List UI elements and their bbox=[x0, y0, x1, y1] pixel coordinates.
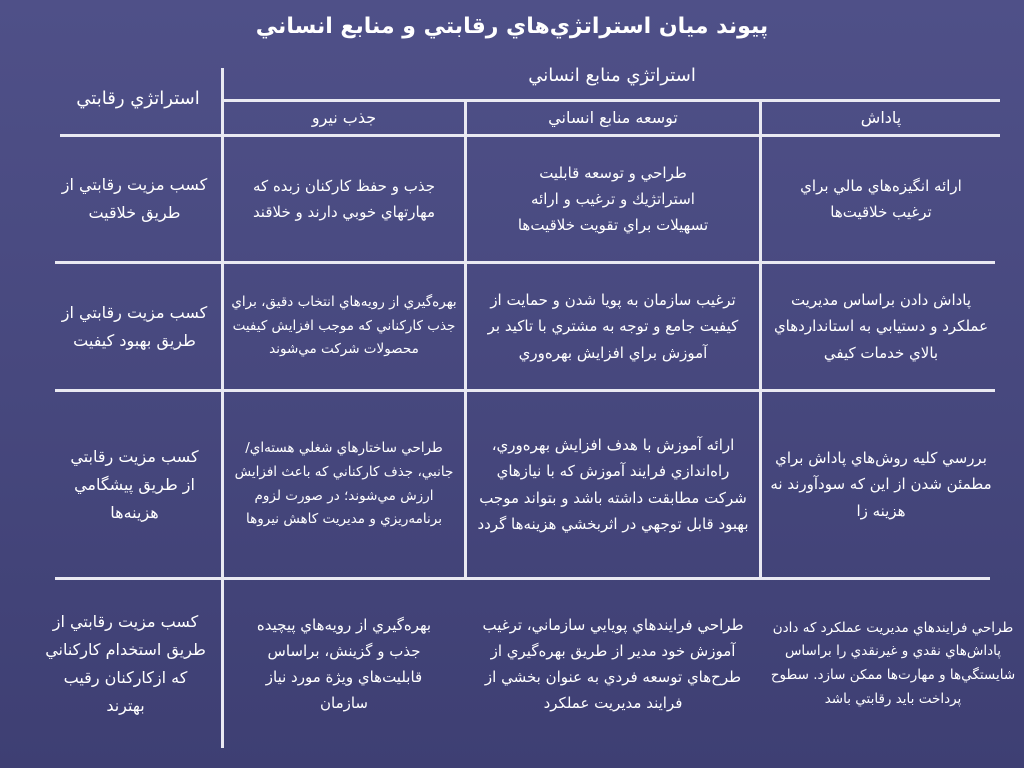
header-competitive-strategy: استراتژي رقابتي bbox=[76, 88, 200, 110]
row-3-development-cell: ارائه آموزش با هدف افزايش بهره‌وري، راه‌اندازي فرايند آموزش كه با نيازهاي شركت مطابقت داشته باشد و بتواند موجب بهبود قابل توجهي در اثربخشي هزينه‌ها گردد bbox=[477, 436, 749, 533]
row-1-development-cell: طراحي و توسعه قابليت استراتژيك و ترغيب و ارائه تسهيلات براي تقويت خلاقيت‌ها bbox=[517, 163, 709, 235]
row-1-strategy-cell: كسب مزيت رقابتي از طريق خلاقيت bbox=[61, 175, 208, 222]
row-3-recruitment-cell: طراحي ساختارهاي شغلي هسته‌اي/ جانبي، جذف كاركناني كه باعث افزايش ارزش مي‌شوند؛ در صورت لزوم برنامه‌ريزي و مديريت كاهش نيروها bbox=[234, 440, 454, 528]
row-2-development-cell: ترغيب سازمان به پويا شدن و حمايت از كيفيت جامع و توجه به مشتري با تاكيد بر آموزش براي افزايش بهره‌وري bbox=[487, 291, 739, 362]
row-2-recruitment-cell: بهره‌گيري از رويه‌هاي انتخاب دقيق، براي جذب كاركناني كه موجب افزايش كيفيت محصولات شركت مي‌شوند bbox=[231, 294, 457, 358]
row-2-strategy-cell: كسب مزيت رقابتي از طريق بهبود كيفيت bbox=[61, 302, 208, 350]
column-header-development: توسعه منابع انساني bbox=[548, 108, 678, 127]
row-4-strategy-cell: كسب مزيت رقابتي از طريق استخدام كاركناني كه ازكاركنان رقيب بهترند bbox=[45, 612, 206, 715]
row-4-development-cell: طراحي فرايندهاي پويايي سازماني، ترغيب آموزش خود مدير از طريق بهره‌گيري از طرح‌هاي توسعه فردي به عنوان بخشي از فرايند مديريت عملكرد bbox=[482, 615, 744, 713]
header-hr-strategy: استراتژي منابع انساني bbox=[528, 65, 696, 87]
row-4-reward-cell: طراحي فرايندهاي مديريت عملكرد كه دادن پاداش‌هاي نقدي و غيرنقدي را براساس شايستگي‌ها و مهارت‌ها ممكن سازد. سطوح پرداخت بايد رقابتي باشد bbox=[770, 619, 1016, 707]
slide-title: پيوند ميان استراتژي‌هاي رقابتي و منابع انساني bbox=[255, 14, 769, 39]
row-4-recruitment-cell: بهره‌گيري از رويه‌هاي پيچيده جذب و گزينش، براساس قابليت‌هاي ويژة مورد نياز سازمان bbox=[256, 615, 432, 713]
row-3-strategy-cell: كسب مزيت رقابتي از طريق پيشگامي هزينه‌ها bbox=[70, 446, 199, 522]
row-2-reward-cell: پاداش دادن براساس مديريت عملكرد و دستيابي به استانداردهاي بالاي خدمات كيفي bbox=[773, 291, 989, 362]
row-1-recruitment-cell: جذب و حفظ كاركنان زبده كه مهارتهاي خوبي دارند و خلاقند bbox=[252, 176, 436, 221]
row-3-reward-cell: بررسي كليه روش‌هاي پاداش براي مطمئن شدن از اين كه سودآورند نه هزينه زا bbox=[770, 449, 992, 520]
column-header-recruitment: جذب نيرو bbox=[311, 108, 377, 127]
column-header-reward: پاداش bbox=[860, 108, 902, 127]
row-1-reward-cell: ارائه انگيزه‌هاي مالي براي ترغيب خلاقيت‌ها bbox=[800, 176, 962, 221]
